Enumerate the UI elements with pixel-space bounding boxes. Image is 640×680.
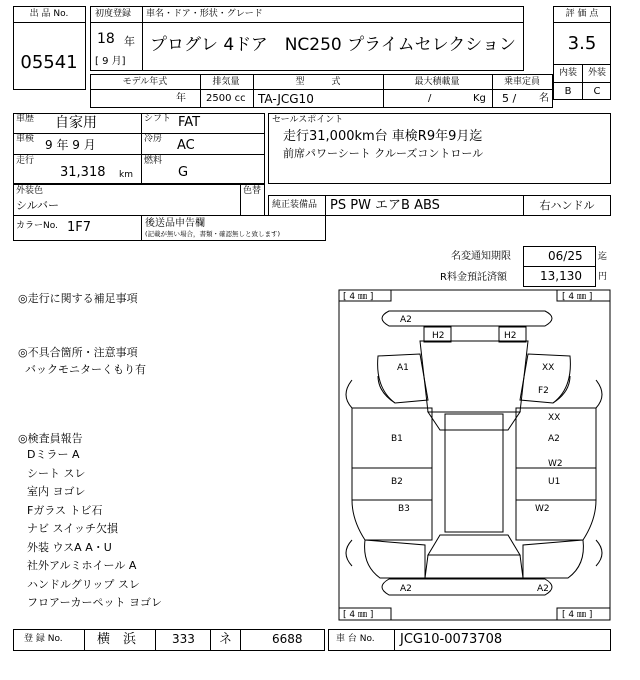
defect-title: ◎不具合箇所・注意事項 — [18, 346, 138, 359]
reg-num: 6688 — [272, 632, 303, 646]
color-label: 外装色 — [16, 186, 44, 196]
recycle-label: R料金預託済額 — [440, 272, 507, 283]
code-rear-door-right-2: U1 — [548, 477, 561, 487]
shift-label: シフト — [144, 114, 172, 124]
inspector-item: Fガラス トビ石 — [27, 503, 103, 517]
code-headlight-right: H2 — [504, 331, 517, 341]
load-unit: Kg — [473, 93, 486, 104]
inspector-item: ナビ スイッチ欠損 — [27, 522, 119, 535]
code-front-door-right: XX — [548, 413, 561, 423]
fuel-value: G — [178, 165, 189, 180]
recycle-unit: 円 — [598, 272, 608, 282]
exterior-label: 外装 — [587, 68, 607, 78]
capacity-label: 乗車定員 — [503, 77, 541, 87]
defect-item: バックモニターくもり有 — [25, 363, 146, 376]
history-label: 車歴 — [16, 114, 35, 124]
code-rear-quarter-left: B3 — [398, 504, 410, 514]
type-value: TA-JCG10 — [258, 92, 314, 106]
recycle-value: 13,130 — [540, 269, 582, 283]
inspector-title: ◎検査員報告 — [18, 432, 83, 445]
reg-label: 初度登録 — [95, 9, 132, 19]
reg-month: [ 9 月] — [95, 56, 126, 67]
interior-label: 内装 — [558, 68, 578, 78]
inspector-item: Dミラー A — [27, 448, 80, 461]
code-rear-bumper-right: A2 — [537, 584, 549, 594]
inspection-value: 9 年 9 月 — [45, 138, 96, 152]
model-year-label: モデル年式 — [122, 77, 168, 87]
handle-value: 右ハンドル — [539, 199, 595, 212]
mileage-unit: km — [119, 170, 133, 180]
inspection-label: 車検 — [16, 134, 35, 144]
capacity-unit: 名 — [539, 93, 549, 104]
reg-kana: ネ — [219, 632, 233, 647]
tire-front-right: [ 4 ㎜ ] — [562, 292, 593, 302]
chassis-label: 車 台 No. — [336, 634, 375, 644]
reg-place: 横 浜 — [97, 632, 137, 647]
code-rear-door-left: B2 — [391, 477, 403, 487]
capacity-value: 5 / — [502, 92, 517, 105]
change-deadline-value: 06/25 — [548, 249, 583, 263]
code-rear-door-right: W2 — [548, 459, 563, 469]
tire-rear-left: [ 4 ㎜ ] — [343, 610, 374, 620]
code-headlight-left: H2 — [432, 331, 445, 341]
lot-number: 05541 — [20, 52, 78, 73]
code-front-door-left: B1 — [391, 434, 403, 444]
color-no-value: 1F7 — [67, 220, 92, 235]
type-label: 型 式 — [295, 77, 341, 87]
shift-value: FAT — [178, 115, 201, 130]
code-front-bumper: A2 — [400, 315, 412, 325]
code-front-fender-left: A1 — [397, 363, 409, 373]
color-no-label: カラーNo. — [16, 221, 58, 231]
reg-year-unit: 年 — [124, 35, 135, 48]
car-name: プログレ 4ドア NC250 プライムセレクション — [150, 35, 516, 55]
mileage-label: 走行 — [16, 156, 35, 166]
score-value: 3.5 — [567, 33, 597, 54]
change-deadline-label: 名変通知期限 — [451, 251, 511, 262]
reg-class: 333 — [172, 632, 195, 646]
name-label: 車名・ドア・形状・グレード — [146, 9, 263, 19]
code-rear-quarter-right: W2 — [535, 504, 550, 514]
chassis-value: JCG10-0073708 — [400, 632, 503, 647]
interior-grade: B — [564, 86, 572, 97]
score-label: 評 価 点 — [565, 9, 599, 19]
equip-value: PS PW エアB ABS — [330, 198, 440, 213]
reg-no-label: 登 録 No. — [24, 634, 63, 644]
load-sep: / — [428, 93, 432, 104]
ac-label: 冷房 — [144, 134, 163, 144]
exterior-grade: C — [593, 86, 601, 97]
sales-line-2: 前席パワーシート クルーズコントロール — [283, 147, 484, 160]
equip-label: 純正装備品 — [272, 200, 318, 210]
reg-year: 18 — [97, 31, 115, 47]
displacement-label: 排気量 — [212, 77, 240, 87]
fuel-label: 燃料 — [144, 156, 163, 166]
code-front-fender-right-2: F2 — [538, 386, 549, 396]
change-deadline-unit: 迄 — [598, 252, 608, 262]
sales-line-1: 走行31,000km台 車検R9年9月迄 — [283, 129, 483, 144]
tire-front-left: [ 4 ㎜ ] — [343, 292, 374, 302]
inspector-item: 室内 ヨゴレ — [27, 485, 86, 498]
ac-value: AC — [177, 138, 195, 153]
load-label: 最大積載量 — [414, 77, 460, 87]
color-value: シルバー — [16, 199, 59, 212]
inspector-item: シート スレ — [27, 466, 86, 480]
inspector-item: フロアーカーペット ヨゴレ — [27, 596, 162, 609]
tire-rear-right: [ 4 ㎜ ] — [562, 610, 593, 620]
inspector-item: ハンドルグリップ スレ — [27, 577, 140, 591]
sales-label: セールスポイント — [272, 115, 344, 125]
history-value: 自家用 — [55, 115, 97, 131]
code-front-door-right-2: A2 — [548, 434, 560, 444]
inspector-item: 外装 ウスA A・U — [27, 540, 112, 554]
color-change-label: 色替 — [243, 186, 262, 196]
lot-label: 出 品 No. — [29, 9, 69, 19]
code-front-fender-right: XX — [542, 363, 555, 373]
displacement-value: 2500 cc — [206, 93, 246, 104]
inspector-item: 社外アルミホイール A — [27, 559, 137, 572]
model-year-unit: 年 — [176, 93, 186, 104]
code-rear-bumper-left: A2 — [400, 584, 412, 594]
doc-label: 後送品申告欄 — [145, 218, 205, 229]
doc-note: (記載が無い場合，書類・確認無しと致します) — [145, 230, 281, 238]
supplement-title: ◎走行に関する補足事項 — [18, 292, 138, 305]
mileage-value: 31,318 — [60, 165, 106, 180]
